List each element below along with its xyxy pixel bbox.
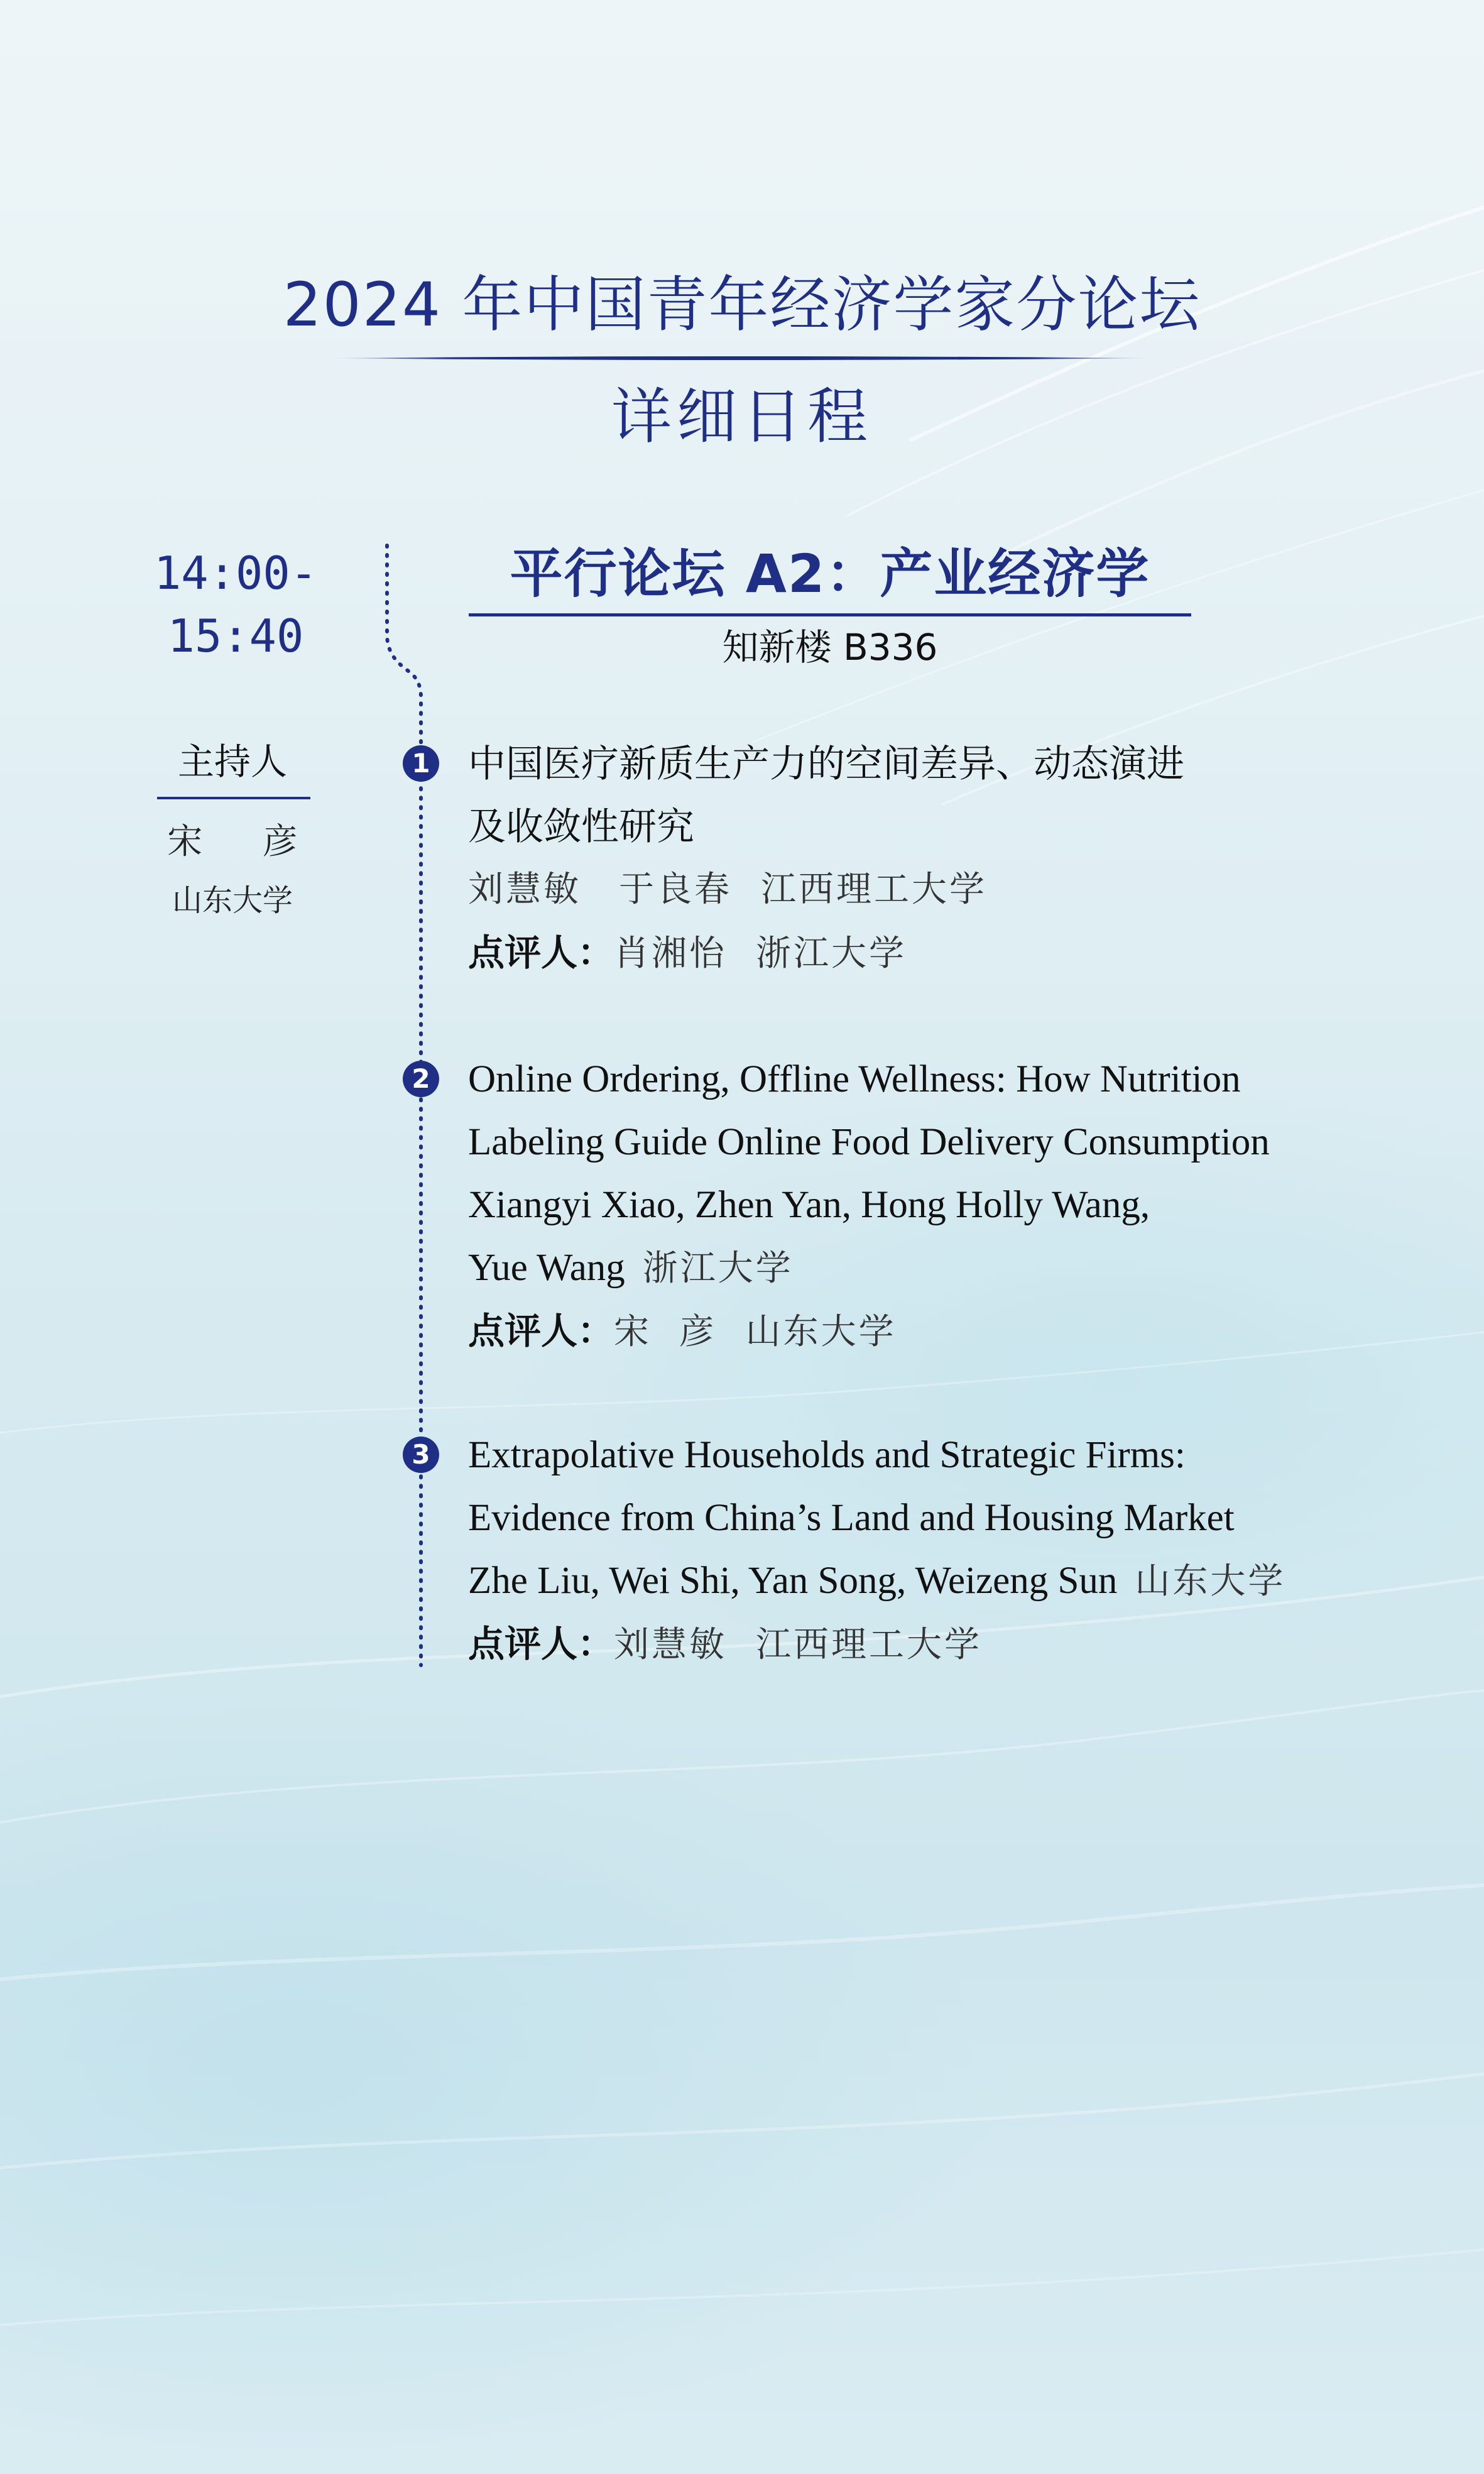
reviewer-label: 点评人： [468, 1623, 614, 1665]
reviewer-name: 刘慧敏 [614, 1624, 728, 1665]
reviewer-name: 宋 彦 [614, 1311, 717, 1352]
paper-authors: Zhe Liu, Wei Shi, Yan Song, Weizeng Sun [468, 1560, 1118, 1602]
paper-reviewer-row [468, 1612, 982, 1685]
paper-title-line: Online Ordering, Offline Wellness: How Nutrition [468, 1058, 1241, 1100]
host-label: 主持人 [177, 740, 287, 783]
paper-authors-row [468, 1550, 1285, 1621]
paper-number-badge: 3 [403, 1437, 439, 1473]
paper-authors: Yue Wang [468, 1247, 625, 1289]
paper-number-badge: 2 [403, 1061, 439, 1097]
paper-title-line: Labeling Guide Online Food Delivery Consumption [468, 1121, 1270, 1163]
paper-title-line: 及收敛性研究 [468, 805, 694, 849]
paper-affiliation: 江西理工大学 [761, 869, 987, 910]
session-time: 14:00-15:40 [153, 547, 318, 662]
reviewer-label: 点评人： [468, 1310, 614, 1352]
reviewer-affiliation: 浙江大学 [756, 933, 907, 974]
paper-number-badge: 1 [403, 745, 439, 782]
session-title: 平行论坛 A2：产业经济学 [510, 543, 1150, 605]
host-name: 宋 彦 [167, 821, 298, 862]
paper-authors-row [468, 1237, 794, 1308]
paper-reviewer-row [468, 921, 907, 993]
paper-title-line: Evidence from China’s Land and Housing Market [468, 1497, 1235, 1539]
reviewer-affiliation: 江西理工大学 [756, 1624, 983, 1665]
reviewer-name: 肖湘怡 [614, 933, 728, 974]
session-room: 知新楼 B336 [722, 626, 938, 669]
paper-authors: 刘慧敏 于良春 [468, 869, 732, 910]
reviewer-label: 点评人： [468, 931, 614, 974]
page-title: 2024 年中国青年经济学家分论坛 [283, 270, 1201, 340]
page-subtitle: 详细日程 [611, 381, 873, 452]
paper-affiliation: 山东大学 [1135, 1561, 1286, 1602]
host-divider [157, 797, 310, 799]
paper-title-line: 中国医疗新质生产力的空间差异、动态演进 [468, 742, 1184, 786]
paper-authors-row [468, 858, 987, 929]
paper-title-line: Extrapolative Households and Strategic Firms: [468, 1434, 1186, 1476]
session-divider [469, 613, 1191, 616]
reviewer-affiliation: 山东大学 [745, 1311, 897, 1352]
host-affiliation: 山东大学 [172, 883, 293, 918]
paper-authors: Xiangyi Xiao, Zhen Yan, Hong Holly Wang, [468, 1184, 1150, 1226]
paper-reviewer-row [468, 1300, 897, 1372]
title-divider [327, 356, 1157, 361]
paper-affiliation: 浙江大学 [642, 1248, 794, 1289]
